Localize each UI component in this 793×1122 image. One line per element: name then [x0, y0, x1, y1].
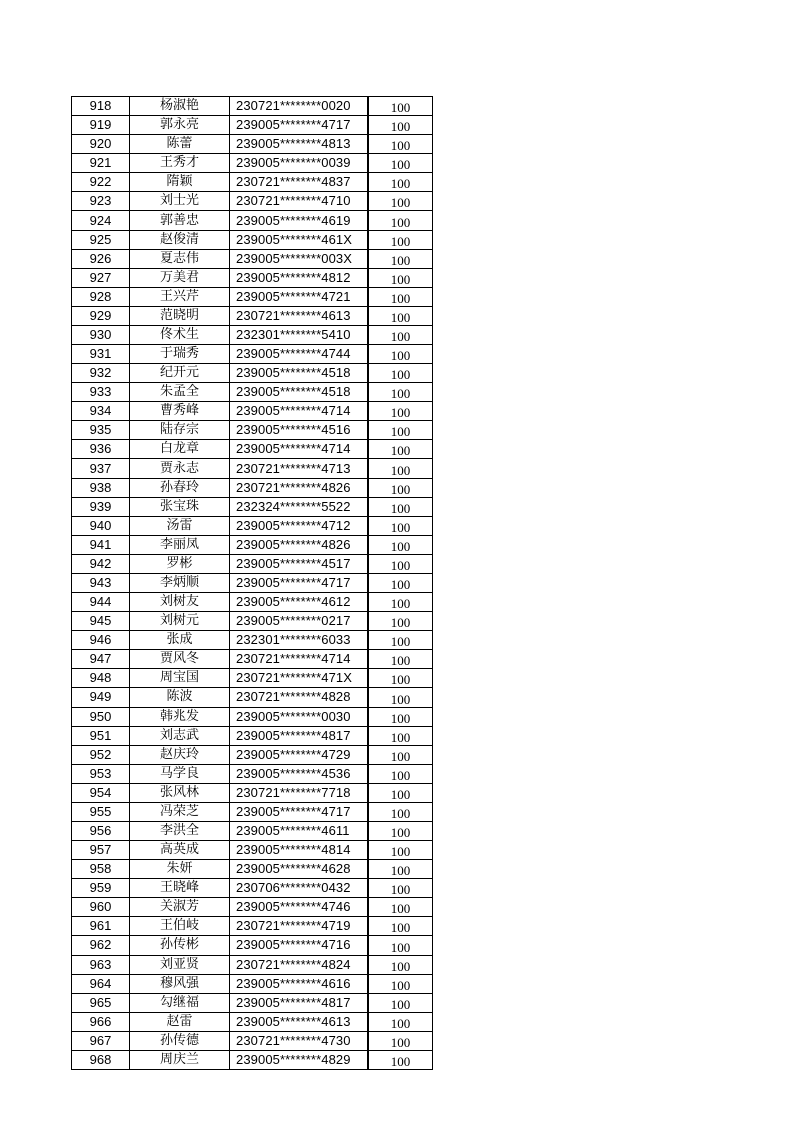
table-row	[72, 97, 433, 116]
id-number-cell: 239005********4712	[230, 516, 369, 535]
id-number-cell: 230721********4714	[230, 650, 369, 669]
name-cell: 刘树元	[130, 612, 230, 631]
row-number-cell: 968	[72, 1050, 130, 1069]
table-row	[72, 173, 433, 192]
row-number-cell: 967	[72, 1031, 130, 1050]
row-number-cell: 941	[72, 535, 130, 554]
table-row	[72, 478, 433, 497]
table-row	[72, 993, 433, 1012]
name-cell: 陆存宗	[130, 421, 230, 440]
id-number-cell: 230706********0432	[230, 879, 369, 898]
name-cell: 李炳顺	[130, 573, 230, 592]
name-cell: 孙春玲	[130, 478, 230, 497]
id-number-cell: 239005********0030	[230, 707, 369, 726]
id-number-cell: 230721********4613	[230, 306, 369, 325]
table-row	[72, 783, 433, 802]
score-cell: 100	[368, 268, 433, 287]
name-cell: 白龙章	[130, 440, 230, 459]
name-cell: 王兴芹	[130, 287, 230, 306]
row-number-cell: 950	[72, 707, 130, 726]
row-number-cell: 940	[72, 516, 130, 535]
table-row	[72, 955, 433, 974]
score-cell: 100	[368, 898, 433, 917]
row-number-cell: 934	[72, 402, 130, 421]
row-number-cell: 921	[72, 154, 130, 173]
table-row	[72, 135, 433, 154]
table-row	[72, 249, 433, 268]
id-number-cell: 239005********4721	[230, 287, 369, 306]
table-row	[72, 402, 433, 421]
score-cell: 100	[368, 287, 433, 306]
id-number-cell: 239005********0039	[230, 154, 369, 173]
row-number-cell: 945	[72, 612, 130, 631]
row-number-cell: 944	[72, 593, 130, 612]
score-cell: 100	[368, 593, 433, 612]
id-number-cell: 239005********4817	[230, 726, 369, 745]
id-number-cell: 239005********4714	[230, 402, 369, 421]
score-cell: 100	[368, 783, 433, 802]
id-number-cell: 230721********4730	[230, 1031, 369, 1050]
row-number-cell: 928	[72, 287, 130, 306]
name-cell: 陈蕾	[130, 135, 230, 154]
row-number-cell: 956	[72, 821, 130, 840]
table-row	[72, 459, 433, 478]
table-row	[72, 287, 433, 306]
table-row	[72, 688, 433, 707]
table-row	[72, 650, 433, 669]
name-cell: 夏志伟	[130, 249, 230, 268]
name-cell: 陈波	[130, 688, 230, 707]
row-number-cell: 939	[72, 497, 130, 516]
table-row	[72, 364, 433, 383]
name-cell: 郭善忠	[130, 211, 230, 230]
id-number-cell: 239005********4613	[230, 1012, 369, 1031]
score-cell: 100	[368, 211, 433, 230]
score-cell: 100	[368, 669, 433, 688]
table-row	[72, 345, 433, 364]
name-cell: 范晓明	[130, 306, 230, 325]
score-cell: 100	[368, 402, 433, 421]
score-cell: 100	[368, 154, 433, 173]
id-number-cell: 239005********4536	[230, 764, 369, 783]
row-number-cell: 961	[72, 917, 130, 936]
name-cell: 孙传德	[130, 1031, 230, 1050]
table-row	[72, 707, 433, 726]
id-number-cell: 239005********4518	[230, 364, 369, 383]
row-number-cell: 927	[72, 268, 130, 287]
name-cell: 王秀才	[130, 154, 230, 173]
id-number-cell: 239005********461X	[230, 230, 369, 249]
name-cell: 刘亚贤	[130, 955, 230, 974]
score-cell: 100	[368, 631, 433, 650]
table-row	[72, 154, 433, 173]
row-number-cell: 925	[72, 230, 130, 249]
name-cell: 张风林	[130, 783, 230, 802]
score-cell: 100	[368, 936, 433, 955]
name-cell: 贾永志	[130, 459, 230, 478]
row-number-cell: 942	[72, 554, 130, 573]
score-cell: 100	[368, 573, 433, 592]
name-cell: 曹秀峰	[130, 402, 230, 421]
name-cell: 张宝珠	[130, 497, 230, 516]
row-number-cell: 952	[72, 745, 130, 764]
name-cell: 勾继福	[130, 993, 230, 1012]
table-row	[72, 325, 433, 344]
name-cell: 高英成	[130, 841, 230, 860]
table-row	[72, 802, 433, 821]
table-row	[72, 192, 433, 211]
score-cell: 100	[368, 993, 433, 1012]
score-cell: 100	[368, 116, 433, 135]
id-number-cell: 239005********4516	[230, 421, 369, 440]
id-number-cell: 239005********4729	[230, 745, 369, 764]
score-cell: 100	[368, 192, 433, 211]
row-number-cell: 929	[72, 306, 130, 325]
id-number-cell: 239005********4619	[230, 211, 369, 230]
name-cell: 周庆兰	[130, 1050, 230, 1069]
id-number-cell: 239005********003X	[230, 249, 369, 268]
table-row	[72, 745, 433, 764]
name-cell: 马学良	[130, 764, 230, 783]
score-cell: 100	[368, 764, 433, 783]
row-number-cell: 933	[72, 383, 130, 402]
table-row	[72, 211, 433, 230]
id-number-cell: 239005********4746	[230, 898, 369, 917]
table-row	[72, 230, 433, 249]
id-number-cell: 239005********4612	[230, 593, 369, 612]
id-number-cell: 230721********0020	[230, 97, 369, 116]
id-number-cell: 232324********5522	[230, 497, 369, 516]
score-cell: 100	[368, 478, 433, 497]
name-cell: 李洪全	[130, 821, 230, 840]
roster-table-body	[72, 97, 433, 1070]
name-cell: 纪开元	[130, 364, 230, 383]
table-row	[72, 421, 433, 440]
table-row	[72, 936, 433, 955]
id-number-cell: 239005********4518	[230, 383, 369, 402]
name-cell: 郭永亮	[130, 116, 230, 135]
score-cell: 100	[368, 860, 433, 879]
name-cell: 贾风冬	[130, 650, 230, 669]
name-cell: 穆风强	[130, 974, 230, 993]
row-number-cell: 946	[72, 631, 130, 650]
name-cell: 杨淑艳	[130, 97, 230, 116]
table-row	[72, 573, 433, 592]
score-cell: 100	[368, 726, 433, 745]
row-number-cell: 938	[72, 478, 130, 497]
row-number-cell: 924	[72, 211, 130, 230]
row-number-cell: 922	[72, 173, 130, 192]
score-cell: 100	[368, 535, 433, 554]
table-row	[72, 726, 433, 745]
table-row	[72, 612, 433, 631]
name-cell: 佟术生	[130, 325, 230, 344]
name-cell: 赵雷	[130, 1012, 230, 1031]
score-cell: 100	[368, 440, 433, 459]
score-cell: 100	[368, 821, 433, 840]
score-cell: 100	[368, 745, 433, 764]
table-row	[72, 593, 433, 612]
row-number-cell: 919	[72, 116, 130, 135]
id-number-cell: 230721********4719	[230, 917, 369, 936]
table-row	[72, 1012, 433, 1031]
row-number-cell: 963	[72, 955, 130, 974]
score-cell: 100	[368, 516, 433, 535]
score-cell: 100	[368, 879, 433, 898]
row-number-cell: 949	[72, 688, 130, 707]
id-number-cell: 239005********4717	[230, 802, 369, 821]
row-number-cell: 959	[72, 879, 130, 898]
name-cell: 赵庆玲	[130, 745, 230, 764]
id-number-cell: 239005********4826	[230, 535, 369, 554]
table-row	[72, 516, 433, 535]
table-row	[72, 440, 433, 459]
row-number-cell: 923	[72, 192, 130, 211]
id-number-cell: 230721********4710	[230, 192, 369, 211]
id-number-cell: 239005********4716	[230, 936, 369, 955]
table-row	[72, 116, 433, 135]
id-number-cell: 239005********4813	[230, 135, 369, 154]
id-number-cell: 230721********7718	[230, 783, 369, 802]
score-cell: 100	[368, 421, 433, 440]
row-number-cell: 935	[72, 421, 130, 440]
id-number-cell: 230721********4713	[230, 459, 369, 478]
name-cell: 刘树友	[130, 593, 230, 612]
row-number-cell: 937	[72, 459, 130, 478]
name-cell: 赵俊清	[130, 230, 230, 249]
score-cell: 100	[368, 917, 433, 936]
table-row	[72, 917, 433, 936]
score-cell: 100	[368, 345, 433, 364]
row-number-cell: 943	[72, 573, 130, 592]
score-cell: 100	[368, 306, 433, 325]
name-cell: 朱妍	[130, 860, 230, 879]
table-row	[72, 554, 433, 573]
row-number-cell: 947	[72, 650, 130, 669]
name-cell: 罗彬	[130, 554, 230, 573]
score-cell: 100	[368, 554, 433, 573]
id-number-cell: 239005********4744	[230, 345, 369, 364]
id-number-cell: 230721********4828	[230, 688, 369, 707]
row-number-cell: 954	[72, 783, 130, 802]
table-row	[72, 383, 433, 402]
row-number-cell: 965	[72, 993, 130, 1012]
name-cell: 张成	[130, 631, 230, 650]
score-cell: 100	[368, 135, 433, 154]
row-number-cell: 960	[72, 898, 130, 917]
id-number-cell: 239005********4717	[230, 116, 369, 135]
name-cell: 王伯岐	[130, 917, 230, 936]
name-cell: 刘士光	[130, 192, 230, 211]
id-number-cell: 230721********4824	[230, 955, 369, 974]
score-cell: 100	[368, 497, 433, 516]
id-number-cell: 239005********0217	[230, 612, 369, 631]
score-cell: 100	[368, 173, 433, 192]
table-row	[72, 974, 433, 993]
id-number-cell: 232301********6033	[230, 631, 369, 650]
table-row	[72, 841, 433, 860]
row-number-cell: 930	[72, 325, 130, 344]
score-cell: 100	[368, 955, 433, 974]
name-cell: 王晓峰	[130, 879, 230, 898]
table-row	[72, 535, 433, 554]
row-number-cell: 962	[72, 936, 130, 955]
name-cell: 万美君	[130, 268, 230, 287]
id-number-cell: 230721********4837	[230, 173, 369, 192]
row-number-cell: 957	[72, 841, 130, 860]
table-row	[72, 764, 433, 783]
name-cell: 孙传彬	[130, 936, 230, 955]
score-cell: 100	[368, 1050, 433, 1069]
name-cell: 于瑞秀	[130, 345, 230, 364]
table-row	[72, 631, 433, 650]
score-cell: 100	[368, 230, 433, 249]
id-number-cell: 239005********4717	[230, 573, 369, 592]
score-cell: 100	[368, 459, 433, 478]
name-cell: 关淑芳	[130, 898, 230, 917]
row-number-cell: 955	[72, 802, 130, 821]
row-number-cell: 948	[72, 669, 130, 688]
table-row	[72, 860, 433, 879]
name-cell: 李丽凤	[130, 535, 230, 554]
row-number-cell: 931	[72, 345, 130, 364]
id-number-cell: 239005********4812	[230, 268, 369, 287]
id-number-cell: 230721********471X	[230, 669, 369, 688]
score-cell: 100	[368, 650, 433, 669]
name-cell: 冯荣芝	[130, 802, 230, 821]
name-cell: 韩兆发	[130, 707, 230, 726]
score-cell: 100	[368, 97, 433, 116]
name-cell: 刘志武	[130, 726, 230, 745]
table-row	[72, 306, 433, 325]
id-number-cell: 230721********4826	[230, 478, 369, 497]
table-row	[72, 879, 433, 898]
row-number-cell: 966	[72, 1012, 130, 1031]
table-row	[72, 821, 433, 840]
id-number-cell: 232301********5410	[230, 325, 369, 344]
score-cell: 100	[368, 707, 433, 726]
row-number-cell: 958	[72, 860, 130, 879]
score-cell: 100	[368, 1012, 433, 1031]
row-number-cell: 936	[72, 440, 130, 459]
id-number-cell: 239005********4814	[230, 841, 369, 860]
table-row	[72, 898, 433, 917]
row-number-cell: 953	[72, 764, 130, 783]
row-number-cell: 932	[72, 364, 130, 383]
score-cell: 100	[368, 974, 433, 993]
id-number-cell: 239005********4714	[230, 440, 369, 459]
row-number-cell: 918	[72, 97, 130, 116]
name-cell: 朱孟全	[130, 383, 230, 402]
id-number-cell: 239005********4829	[230, 1050, 369, 1069]
score-cell: 100	[368, 325, 433, 344]
id-number-cell: 239005********4517	[230, 554, 369, 573]
table-row	[72, 1031, 433, 1050]
id-number-cell: 239005********4628	[230, 860, 369, 879]
id-number-cell: 239005********4611	[230, 821, 369, 840]
score-cell: 100	[368, 383, 433, 402]
name-cell: 周宝国	[130, 669, 230, 688]
row-number-cell: 951	[72, 726, 130, 745]
score-cell: 100	[368, 612, 433, 631]
name-cell: 汤雷	[130, 516, 230, 535]
table-row	[72, 669, 433, 688]
score-cell: 100	[368, 249, 433, 268]
score-cell: 100	[368, 841, 433, 860]
score-cell: 100	[368, 364, 433, 383]
id-number-cell: 239005********4817	[230, 993, 369, 1012]
row-number-cell: 926	[72, 249, 130, 268]
score-cell: 100	[368, 802, 433, 821]
score-cell: 100	[368, 688, 433, 707]
table-row	[72, 268, 433, 287]
table-row	[72, 1050, 433, 1069]
row-number-cell: 920	[72, 135, 130, 154]
name-cell: 隋颖	[130, 173, 230, 192]
score-cell: 100	[368, 1031, 433, 1050]
roster-table	[71, 96, 433, 1070]
table-row	[72, 497, 433, 516]
row-number-cell: 964	[72, 974, 130, 993]
id-number-cell: 239005********4616	[230, 974, 369, 993]
